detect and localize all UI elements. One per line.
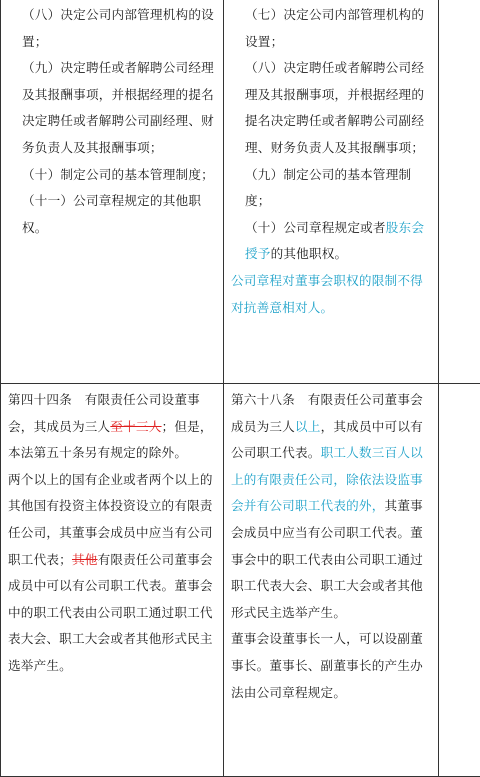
text-run: 其董事会成员中应当有公司职工代表。董事会中的职工代表由公司职工通过职工代表大会、职工大会或者其他形式民主选举产生。 bbox=[231, 498, 423, 619]
table-row bbox=[1, 384, 480, 777]
new-article-68-para-2: 董事会设董事长一人，可以设副董事长。董事长、副董事长的产生办法由公司章程规定。 bbox=[231, 626, 434, 706]
added-text: 职工人数三百人以上的有限责任公司，除依法设监事会并有公司职工代表的外， bbox=[231, 445, 423, 513]
new-item-9: （九）制定公司的基本管理制度； bbox=[231, 162, 434, 215]
note-cell bbox=[439, 0, 480, 384]
added-paragraph: 公司章程对董事会职权的限制不得对抗善意相对人。 bbox=[231, 268, 434, 321]
old-article-44-para-2 bbox=[8, 467, 219, 680]
note-cell bbox=[439, 384, 480, 777]
deleted-text: 至十三人 bbox=[110, 419, 161, 434]
old-article-44 bbox=[8, 387, 219, 467]
text-run: ；但是，本法第五十条另有规定的除外。 bbox=[8, 419, 213, 461]
text-run: 第四十四条 有限责任公司设董事会，其成员为三人 bbox=[8, 392, 200, 434]
text-run: 第六十八条 有限责任公司董事会成员为三人 bbox=[231, 392, 423, 434]
table-row bbox=[1, 0, 480, 384]
old-law-cell bbox=[1, 0, 224, 384]
text-run: 的其他职权。 bbox=[271, 246, 348, 261]
new-item-10 bbox=[231, 215, 434, 268]
text-run: 有限责任公司董事会成员中可以有公司职工代表。董事会中的职工代表由公司职工通过职工代表大会、职工大会或者其他形式民主选举产生。 bbox=[8, 552, 213, 673]
added-text: 以上 bbox=[295, 419, 321, 434]
text-run: 两个以上的国有企业或者两个以上的其他国有投资主体投资设立的有限责任公司，其董事会成员中应当有公司职工代表； bbox=[8, 472, 213, 567]
new-law-cell bbox=[224, 384, 439, 777]
old-item-11: （十一）公司章程规定的其他职权。 bbox=[8, 188, 219, 241]
new-item-7: （七）决定公司内部管理机构的设置； bbox=[231, 2, 434, 55]
old-item-9: （九）决定聘任或者解聘公司经理及其报酬事项，并根据经理的提名决定聘任或者解聘公司副经理、财务负责人及其报酬事项； bbox=[8, 55, 219, 161]
new-article-68 bbox=[231, 387, 434, 626]
old-law-cell bbox=[1, 384, 224, 777]
text-run: （十）公司章程规定或者 bbox=[245, 220, 386, 235]
old-item-8: （八）决定公司内部管理机构的设置； bbox=[8, 2, 219, 55]
new-item-8: （八）决定聘任或者解聘公司经理及其报酬事项，并根据经理的提名决定聘任或者解聘公司副经理、财务负责人及其报酬事项； bbox=[231, 55, 434, 161]
deleted-text: 其他 bbox=[72, 552, 98, 567]
text-run: ，其成员中可以有公司职工代表。 bbox=[231, 419, 423, 461]
added-text: 股东会授予 bbox=[245, 220, 424, 262]
new-law-cell bbox=[224, 0, 439, 384]
old-item-10: （十）制定公司的基本管理制度； bbox=[8, 162, 219, 189]
